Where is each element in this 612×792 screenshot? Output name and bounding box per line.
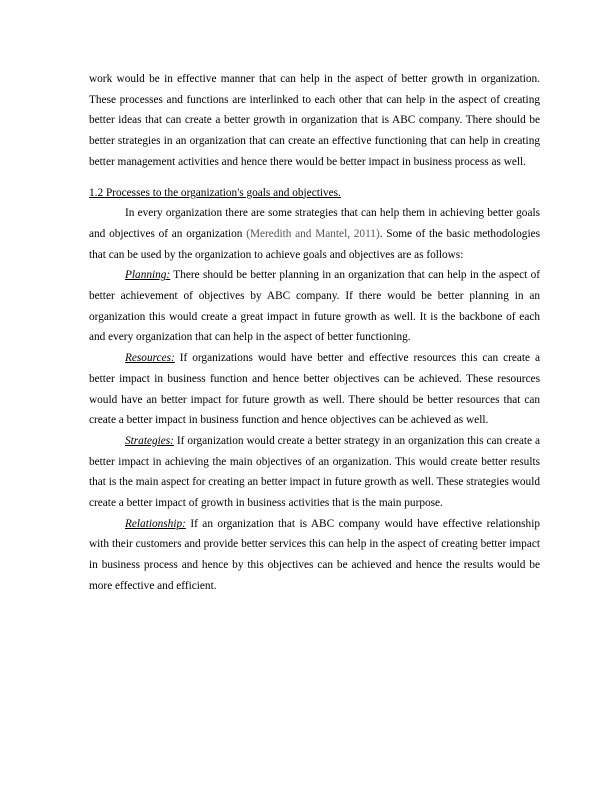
section-intro-text: In every organization there are some strategies that can help them in achieving better goals and objectives of an organization bbox=[89, 207, 540, 240]
term-strategies: Strategies: bbox=[125, 434, 174, 447]
section-intro-paragraph bbox=[89, 203, 540, 265]
term-resources: Resources: bbox=[125, 352, 175, 365]
term-relationship: Relationship: bbox=[125, 517, 186, 530]
citation: (Meredith and Mantel, 2011) bbox=[246, 227, 380, 240]
term-planning: Planning: bbox=[125, 269, 171, 282]
section-heading: 1.2 Processes to the organization's goals and objectives. bbox=[89, 186, 341, 199]
document-body bbox=[89, 69, 540, 597]
list-item-resources bbox=[89, 348, 540, 431]
intro-paragraph: work would be in effective manner that can help in the aspect of better growth in organization. These processes and functions are interlinked to each other that can help in the aspect of creating better ideas that can create a better growth in organization that is ABC company. There should be better strategies in an organization that can create an effective functioning that can help in creating better management activities and hence there would be better impact in business process as well. bbox=[89, 73, 540, 168]
section-intro-text-end: . Some of the basic methodologies that can be used by the organization to achieve goals and objectives are as follows: bbox=[89, 227, 540, 261]
item-text: There should be better planning in an organization that can help in the aspect of better achievement of objectives by ABC company. If there would be better planning in an organization this would create a great impact in future growth as well. It is the backbone of each and every organization that can help in the aspect of better functioning. bbox=[89, 269, 540, 344]
item-text: If an organization that is ABC company would have effective relationship with their customers and provide better services this can help in the aspect of creating better impact in business process and hence by this objectives can be achieved and hence the results would be more effective and efficient. bbox=[89, 517, 540, 592]
list-item-planning bbox=[89, 265, 540, 348]
list-item-relationship bbox=[89, 514, 540, 597]
item-text: If organization would create a better strategy in an organization this can create a better impact in achieving the main objectives of an organization. This would create better results that is the main aspect for creating an better impact in future growth as well. These strategies would create a better impact of growth in business activities that is the main purpose. bbox=[89, 434, 540, 510]
list-item-strategies bbox=[89, 431, 540, 514]
item-text: If organizations would have better and effective resources this can create a better impact in business function and hence better objectives can be achieved. These resources would have an better impact for future growth as well. There should be better resources that can create a better impact in business function and hence objectives can be achieved as well. bbox=[89, 352, 540, 427]
